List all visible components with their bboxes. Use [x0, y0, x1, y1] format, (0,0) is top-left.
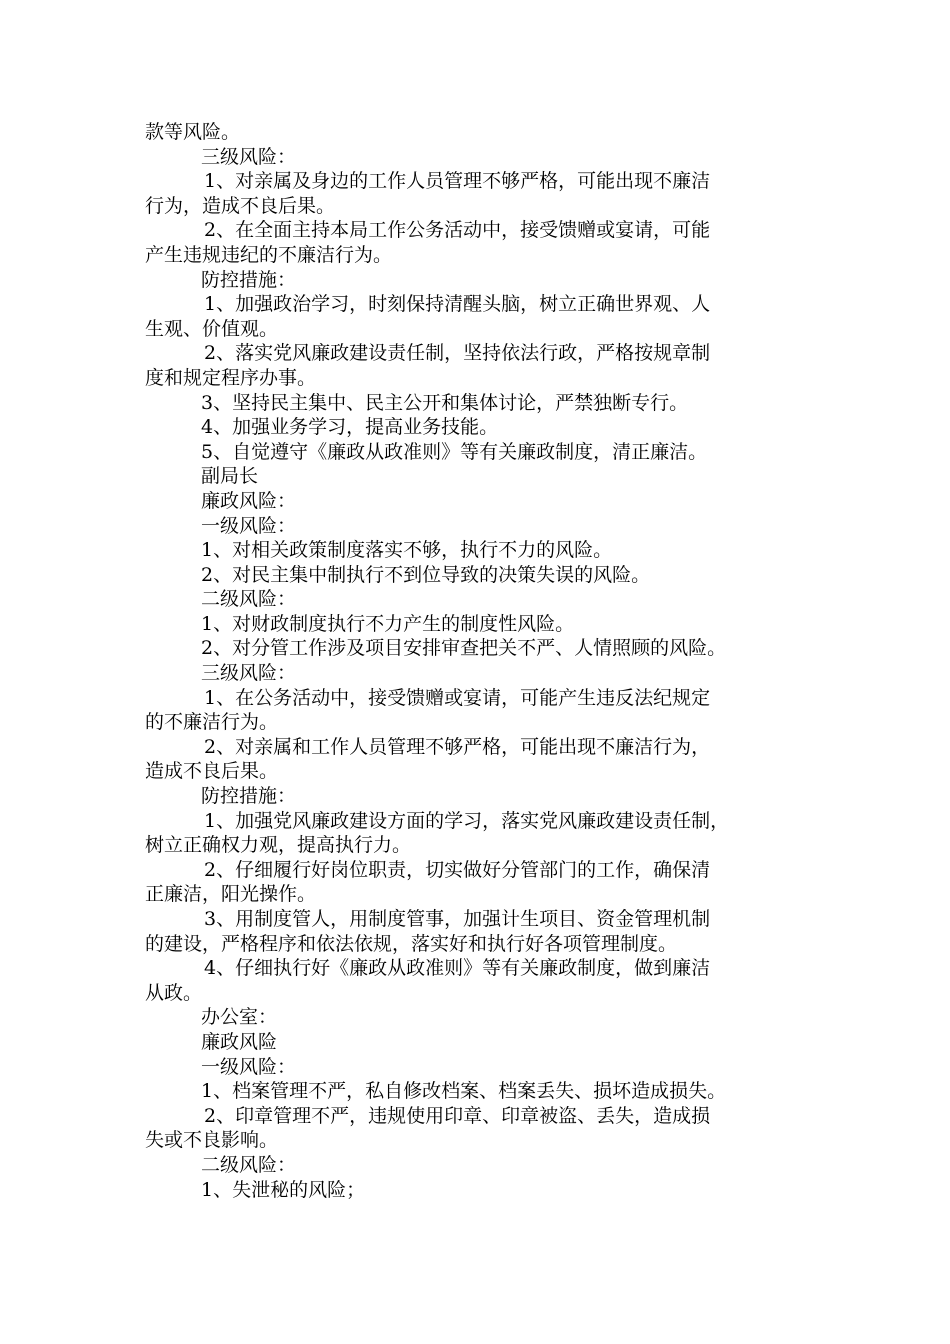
text-line: 二级风险：	[201, 588, 297, 611]
text-line: 1、失泄秘的风险；	[201, 1178, 366, 1201]
text-line: 办公室：	[201, 1006, 278, 1029]
text-line: 1、加强党风廉政建设方面的学习，落实党风廉政建设责任制，	[204, 809, 730, 832]
text-line: 4、仔细执行好《廉政从政准则》等有关廉政制度，做到廉洁	[204, 957, 711, 980]
text-line: 2、对亲属和工作人员管理不够严格，可能出现不廉洁行为，	[204, 735, 711, 758]
text-line: 2、落实党风廉政建设责任制，坚持依法行政，严格按规章制	[204, 342, 711, 365]
text-line: 1、对财政制度执行不力产生的制度性风险。	[201, 612, 575, 635]
text-line: 1、对亲属及身边的工作人员管理不够严格，可能出现不廉洁	[204, 170, 711, 193]
text-line: 1、加强政治学习，时刻保持清醒头脑，树立正确世界观、人	[204, 293, 711, 316]
text-line: 款等风险。	[145, 121, 241, 143]
text-line: 3、坚持民主集中、民主公开和集体讨论，严禁独断专行。	[201, 391, 689, 414]
text-line: 度和规定程序办事。	[145, 366, 317, 389]
text-line: 正廉洁，阳光操作。	[145, 883, 317, 906]
text-line: 2、对民主集中制执行不到位导致的决策失误的风险。	[201, 563, 651, 586]
text-line: 防控措施：	[201, 785, 297, 808]
text-line: 防控措施：	[201, 268, 297, 291]
text-line: 的建设，严格程序和依法依规，落实好和执行好各项管理制度。	[145, 932, 678, 955]
text-line: 三级风险：	[201, 662, 297, 685]
text-line: 5、自觉遵守《廉政从政准则》等有关廉政制度，清正廉洁。	[201, 440, 708, 463]
text-line: 二级风险：	[201, 1153, 297, 1176]
text-line: 廉政风险	[201, 1030, 278, 1053]
text-line: 2、对分管工作涉及项目安排审查把关不严、人情照顾的风险。	[201, 637, 727, 660]
text-line: 2、印章管理不严，违规使用印章、印章被盗、丢失，造成损	[204, 1104, 711, 1127]
text-line: 3、用制度管人，用制度管事，加强计生项目、资金管理机制	[204, 908, 711, 930]
text-line: 从政。	[145, 981, 203, 1004]
text-line: 失或不良影响。	[145, 1129, 279, 1152]
text-line: 1、在公务活动中，接受馈赠或宴请，可能产生违反法纪规定	[204, 686, 711, 709]
text-line: 2、仔细履行好岗位职责，切实做好分管部门的工作，确保清	[204, 858, 711, 881]
text-line: 三级风险：	[201, 145, 297, 168]
text-line: 1、档案管理不严，私自修改档案、档案丢失、损坏造成损失。	[201, 1080, 727, 1103]
text-line: 2、在全面主持本局工作公务活动中，接受馈赠或宴请，可能	[204, 219, 711, 242]
text-line: 树立正确权力观，提高执行力。	[145, 834, 412, 857]
text-line: 副局长	[201, 465, 259, 488]
text-line: 行为，造成不良后果。	[145, 194, 336, 217]
document-body	[145, 120, 820, 1202]
text-line: 生观、价值观。	[145, 317, 279, 340]
text-line: 1、对相关政策制度落实不够，执行不力的风险。	[201, 539, 613, 562]
text-line: 的不廉洁行为。	[145, 711, 279, 734]
text-line: 廉政风险：	[201, 489, 297, 512]
text-line: 产生违规违纪的不廉洁行为。	[145, 243, 393, 266]
text-line: 一级风险：	[201, 1055, 297, 1078]
text-line: 造成不良后果。	[145, 760, 279, 783]
text-line: 一级风险：	[201, 514, 297, 537]
text-line: 4、加强业务学习，提高业务技能。	[201, 416, 499, 439]
